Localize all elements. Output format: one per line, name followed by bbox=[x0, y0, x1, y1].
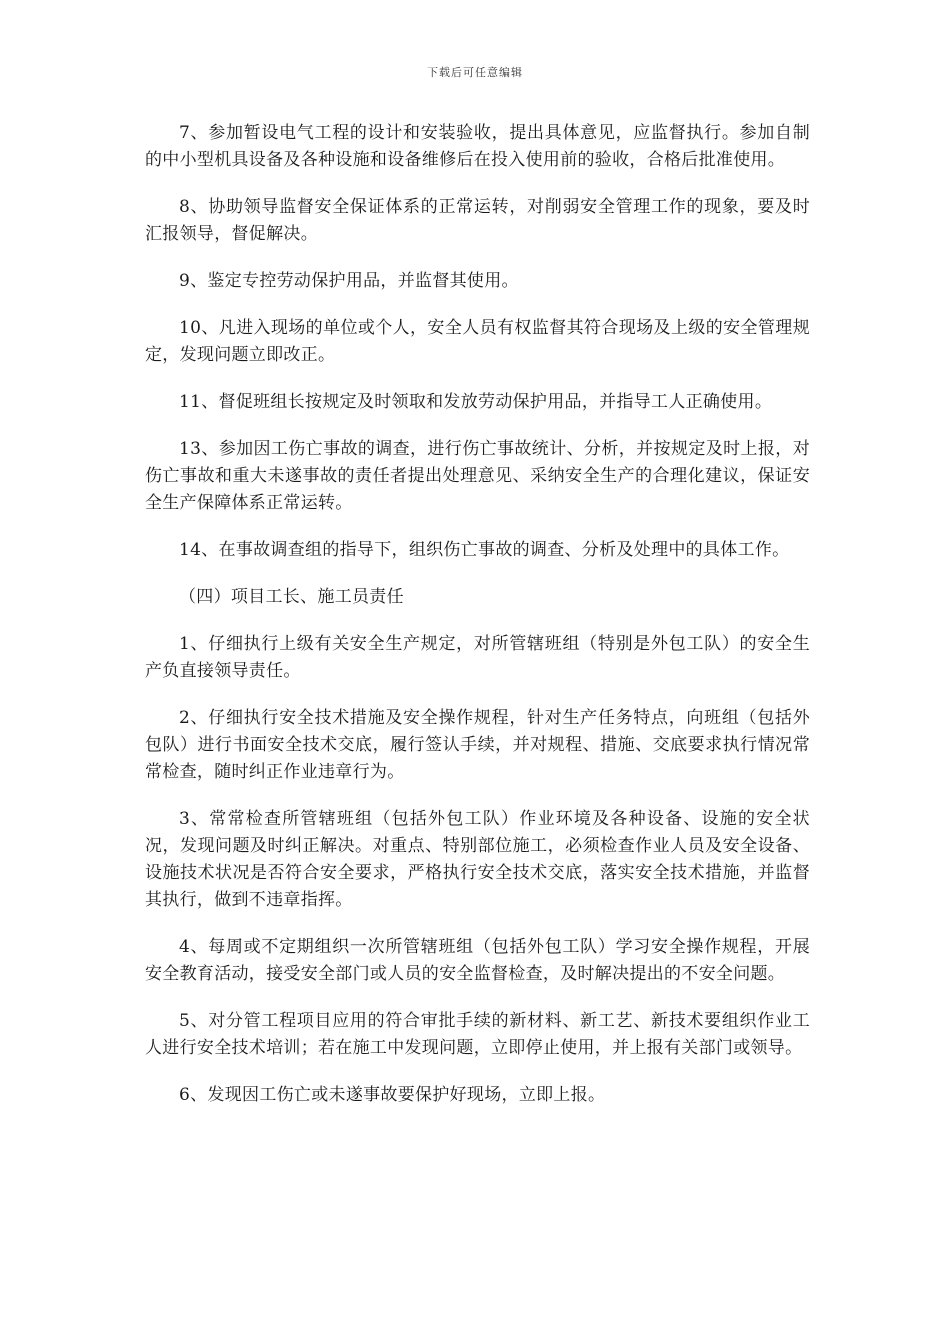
paragraph-7: 7、参加暂设电气工程的设计和安装验收，提出具体意见，应监督执行。参加自制的中小型机具设备及各种设施和设备维修后在投入使用前的验收，合格后批准使用。 bbox=[145, 123, 810, 170]
paragraph-2: 2、仔细执行安全技术措施及安全操作规程，针对生产任务特点，向班组（包括外包队）进行书面安全技术交底，履行签认手续，并对规程、措施、交底要求执行情况常常检查，随时纠正作业违章行为。 bbox=[145, 708, 810, 782]
paragraph-4: 4、每周或不定期组织一次所管辖班组（包括外包工队）学习安全操作规程，开展安全教育活动，接受安全部门或人员的安全监督检查，及时解决提出的不安全问题。 bbox=[145, 937, 810, 984]
paragraph-9: 9、鉴定专控劳动保护用品，并监督其使用。 bbox=[179, 271, 519, 291]
paragraph-3: 3、常常检查所管辖班组（包括外包工队）作业环境及各种设备、设施的安全状况，发现问题及时纠正解决。对重点、特别部位施工，必须检查作业人员及安全设备、设施技术状况是否符合安全要求，严格执行安全技术交底，落实安全技术措施，并监督其执行，做到不违章指挥。 bbox=[145, 809, 810, 910]
paragraph-1: 1、仔细执行上级有关安全生产规定，对所管辖班组（特别是外包工队）的安全生产负直接领导责任。 bbox=[145, 634, 810, 681]
paragraph-10: 10、凡进入现场的单位或个人，安全人员有权监督其符合现场及上级的安全管理规定，发现问题立即改正。 bbox=[145, 318, 810, 365]
page-header: 下载后可任意编辑 bbox=[427, 66, 523, 79]
paragraph-14: 14、在事故调查组的指导下，组织伤亡事故的调查、分析及处理中的具体工作。 bbox=[179, 540, 790, 560]
paragraph-5: 5、对分管工程项目应用的符合审批手续的新材料、新工艺、新技术要组织作业工人进行安全技术培训；若在施工中发现问题，立即停止使用，并上报有关部门或领导。 bbox=[145, 1011, 810, 1058]
section-heading: （四）项目工长、施工员责任 bbox=[179, 587, 404, 607]
paragraph-6: 6、发现因工伤亡或未遂事故要保护好现场，立即上报。 bbox=[179, 1085, 606, 1105]
paragraph-11: 11、督促班组长按规定及时领取和发放劳动保护用品，并指导工人正确使用。 bbox=[179, 392, 773, 412]
paragraph-13: 13、参加因工伤亡事故的调查，进行伤亡事故统计、分析，并按规定及时上报，对伤亡事故和重大未遂事故的责任者提出处理意见、采纳安全生产的合理化建议，保证安全生产保障体系正常运转。 bbox=[145, 439, 810, 513]
document-body bbox=[145, 120, 810, 1129]
paragraph-8: 8、协助领导监督安全保证体系的正常运转，对削弱安全管理工作的现象，要及时汇报领导，督促解决。 bbox=[145, 197, 810, 244]
